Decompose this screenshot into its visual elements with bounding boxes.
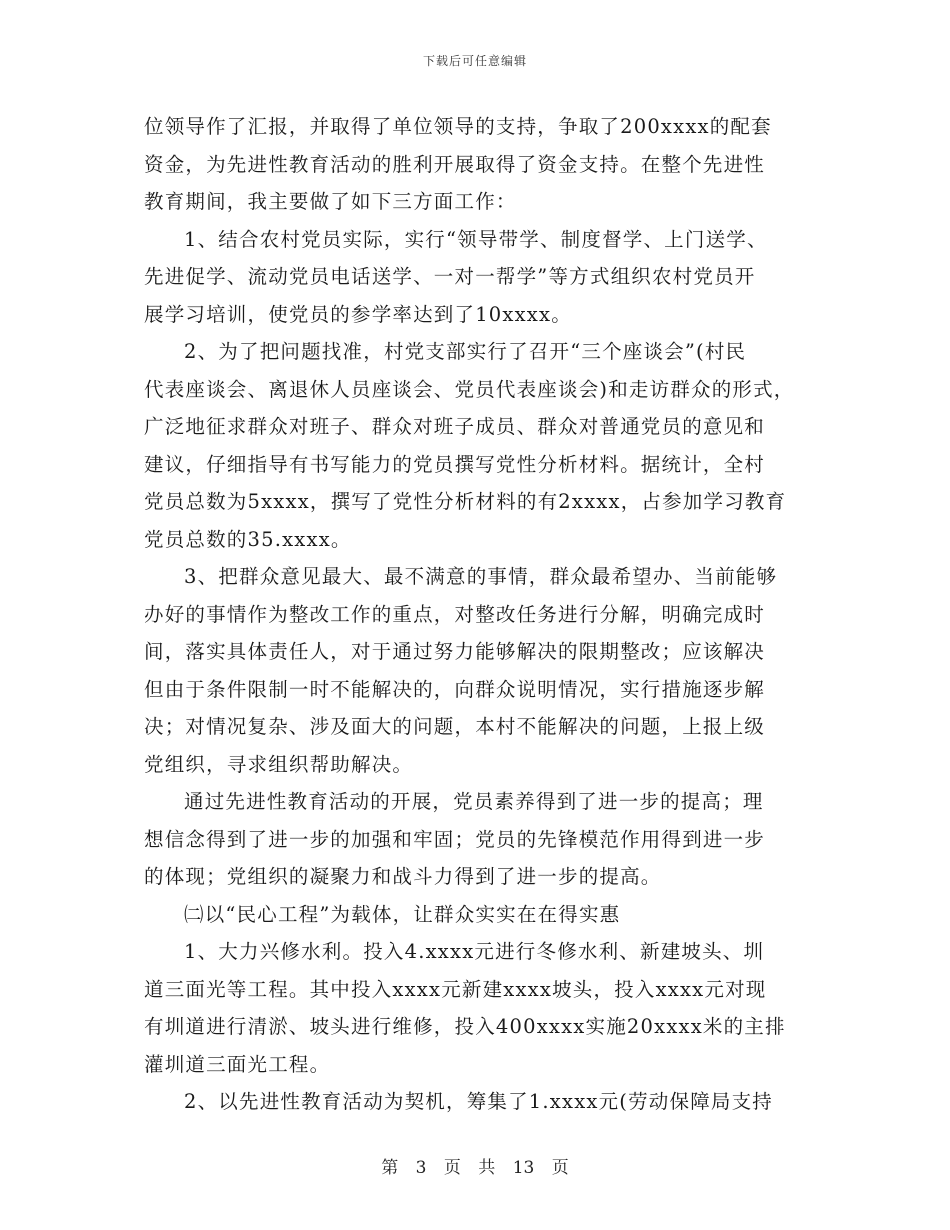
body-line: 办好的事情作为整改工作的重点，对整改任务进行分解，明确完成时	[144, 602, 766, 626]
body-line: 道三面光等工程。其中投入xxxx元新建xxxx坡头，投入xxxx元对现	[144, 977, 767, 1001]
body-line: 通过先进性教育活动的开展，党员素养得到了进一步的提高；理	[184, 790, 764, 813]
body-line: 1、结合农村党员实际，实行“领导带学、制度督学、上门送学、	[184, 227, 768, 251]
page-footer	[0, 1153, 950, 1178]
body-line: 教育期间，我主要做了如下三方面工作：	[144, 190, 517, 213]
body-line: 但由于条件限制一时不能解决的，向群众说明情况，实行措施逐步解	[144, 677, 766, 701]
footer-current-page: 3	[415, 1158, 427, 1178]
body-line: 间，落实具体责任人，对于通过努力能够解决的限期整改；应该解决	[144, 640, 766, 663]
body-line: 资金，为先进性教育活动的胜利开展取得了资金支持。在整个先进性	[144, 152, 766, 176]
body-line: 灌圳道三面光工程。	[144, 1052, 331, 1076]
body-line: 位领导作了汇报，并取得了单位领导的支持，争取了200xxxx的配套	[144, 115, 772, 138]
body-line: 党组织，寻求组织帮助解决。	[144, 752, 414, 776]
footer-total-pages: 13	[512, 1158, 535, 1178]
footer-page-word: 页	[443, 1158, 461, 1178]
footer-prefix: 第	[381, 1158, 399, 1178]
body-line: 建议，仔细指导有书写能力的党员撰写党性分析材料。据统计，全村	[144, 452, 766, 476]
body-line: 有圳道进行清淤、坡头进行维修，投入400xxxx实施20xxxx米的主排	[144, 1015, 786, 1038]
body-line: 党员总数为5xxxx，撰写了党性分析材料的有2xxxx，占参加学习教育	[144, 490, 787, 513]
body-line: ㈡以“民心工程”为载体，让群众实实在在得实惠	[184, 902, 621, 926]
body-line: 的体现；党组织的凝聚力和战斗力得到了进一步的提高。	[144, 865, 662, 888]
footer-suffix: 页	[551, 1158, 569, 1178]
body-line: 党员总数的35.xxxx。	[144, 527, 352, 551]
body-line: 想信念得到了进一步的加强和牢固；党员的先锋模范作用得到进一步	[144, 827, 766, 851]
footer-total-prefix: 共	[478, 1158, 496, 1178]
body-line: 2、为了把问题找准，村党支部实行了召开“三个座谈会”(村民	[184, 340, 747, 363]
body-line: 3、把群众意见最大、最不满意的事情，群众最希望办、当前能够	[184, 565, 778, 588]
body-line: 先进促学、流动党员电话送学、一对一帮学”等方式组织农村党员开	[144, 265, 756, 288]
body-line: 展学习培训，使党员的参学率达到了10xxxx。	[144, 302, 572, 326]
body-line: 2、以先进性教育活动为契机，筹集了1.xxxx元(劳动保障局支持	[184, 1090, 774, 1113]
document-body	[144, 108, 824, 1121]
body-line: 决；对情况复杂、涉及面大的问题，本村不能解决的问题，上报上级	[144, 715, 766, 738]
page-header-note: 下载后可任意编辑	[422, 54, 527, 68]
body-line: 广泛地征求群众对班子、群众对班子成员、群众对普通党员的意见和	[144, 415, 766, 438]
body-line: 代表座谈会、离退休人员座谈会、党员代表座谈会)和走访群众的形式，	[144, 377, 795, 401]
body-line: 1、大力兴修水利。投入4.xxxx元进行冬修水利、新建坡头、圳	[184, 940, 765, 963]
